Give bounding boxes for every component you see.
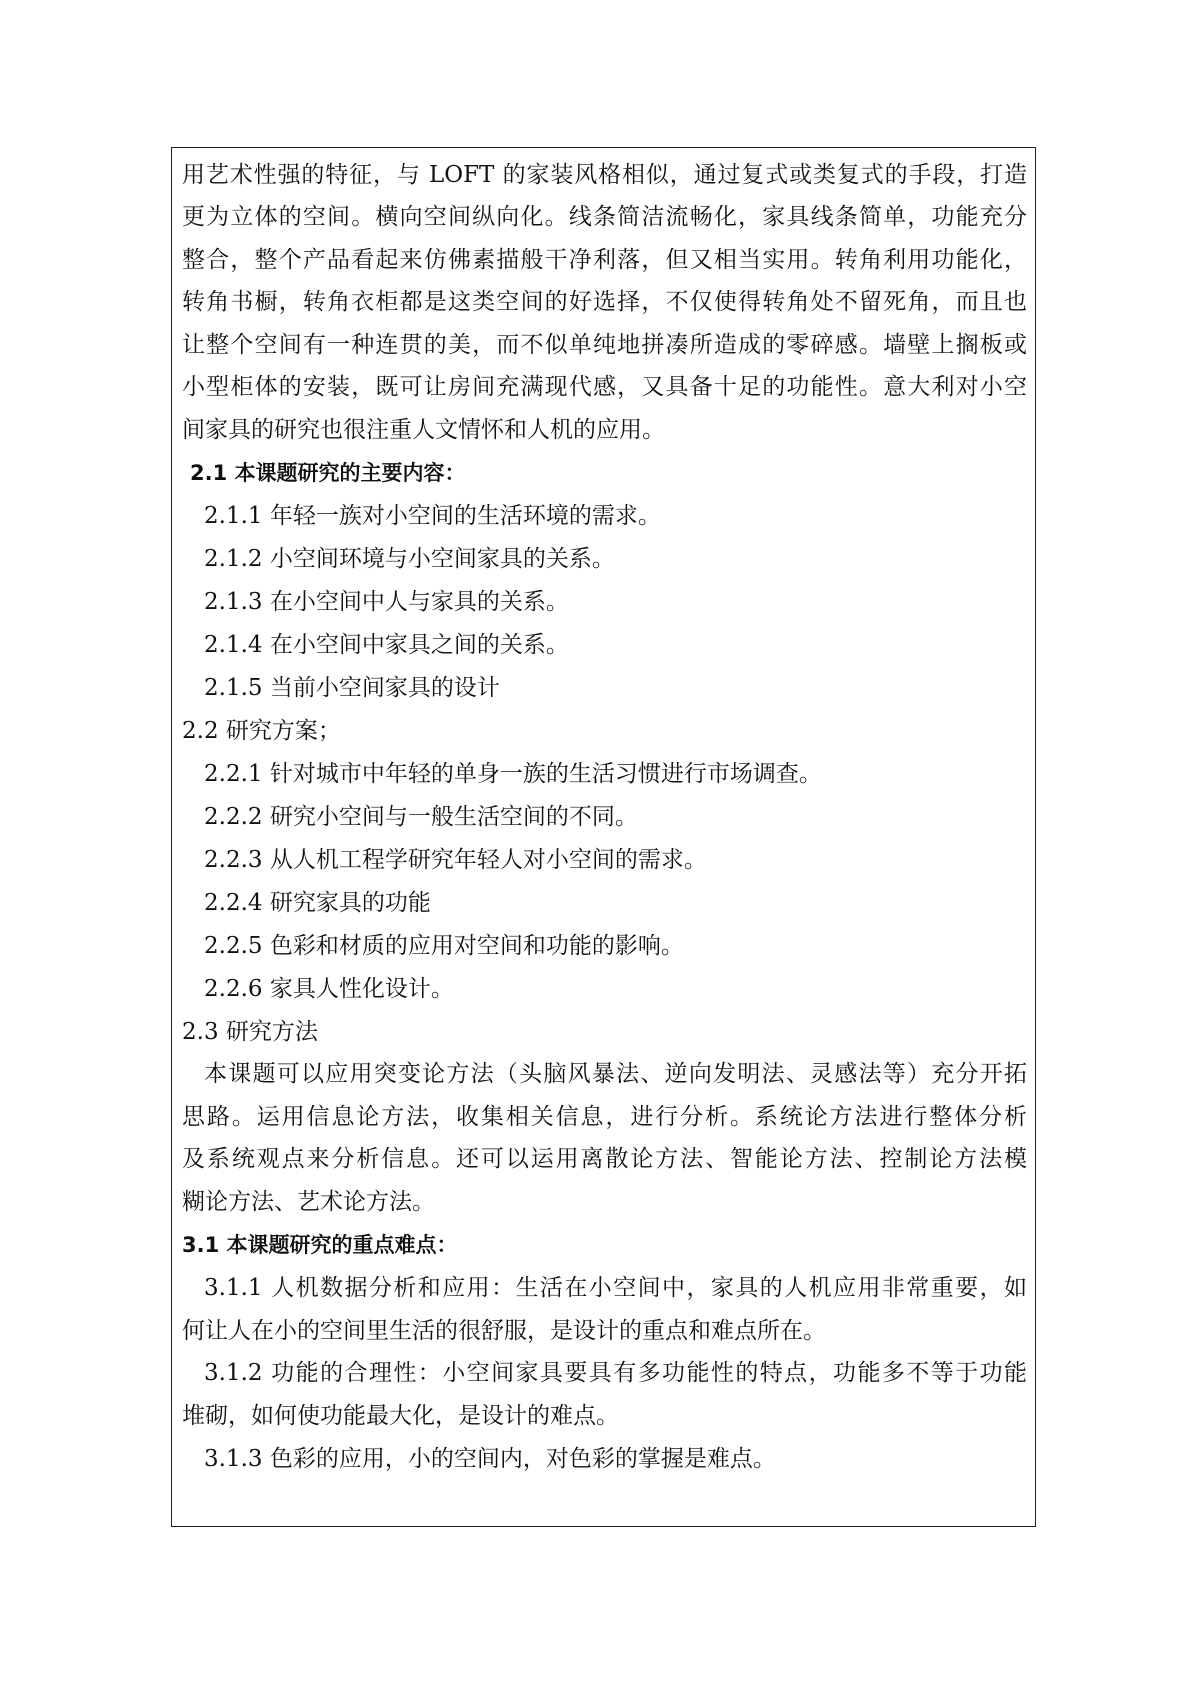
paragraph-line: 3.1.1 人机数据分析和应用：生活在小空间中，家具的人机应用非常重要，如 [204, 1275, 1027, 1301]
paragraph-line: 小型柜体的安装，既可让房间充满现代感，又具备十足的功能性。意大利对小空 [182, 374, 1027, 400]
list-item: 2.2.5 色彩和材质的应用对空间和功能的影响。 [204, 933, 684, 959]
paragraph-line: 更为立体的空间。横向空间纵向化。线条简洁流畅化，家具线条简单，功能充分 [182, 204, 1027, 230]
section-heading-2-2: 2.2 研究方案； [182, 718, 341, 744]
list-item: 3.1.3 色彩的应用，小的空间内，对色彩的掌握是难点。 [204, 1446, 776, 1472]
list-item: 2.2.6 家具人性化设计。 [204, 976, 454, 1002]
section-heading-2-3: 2.3 研究方法 [182, 1019, 318, 1045]
paragraph-line: 本课题可以应用突变论方法（头脑风暴法、逆向发明法、灵感法等）充分开拓 [204, 1061, 1027, 1087]
paragraph-line: 让整个空间有一种连贯的美，而不似单纯地拼凑所造成的零碎感。墙壁上搁板或 [182, 332, 1027, 358]
list-item: 2.1.2 小空间环境与小空间家具的关系。 [204, 546, 615, 572]
list-item: 2.2.3 从人机工程学研究年轻人对小空间的需求。 [204, 847, 707, 873]
section-heading-2-1: 2.1 本课题研究的主要内容： [190, 461, 466, 485]
paragraph-line: 3.1.2 功能的合理性：小空间家具要具有多功能性的特点，功能多不等于功能 [204, 1360, 1027, 1386]
list-item: 2.2.4 研究家具的功能 [204, 890, 431, 916]
list-item: 2.1.4 在小空间中家具之间的关系。 [204, 632, 569, 658]
paragraph-line: 整合，整个产品看起来仿佛素描般干净利落，但又相当实用。转角利用功能化， [182, 247, 1027, 273]
paragraph-line: 间家具的研究也很注重人文情怀和人机的应用。 [182, 417, 665, 443]
paragraph-line: 思路。运用信息论方法，收集相关信息，进行分析。系统论方法进行整体分析 [182, 1104, 1027, 1130]
paragraph-line: 堆砌，如何使功能最大化，是设计的难点。 [182, 1403, 619, 1429]
list-item: 2.1.5 当前小空间家具的设计 [204, 675, 500, 701]
paragraph-line: 何让人在小的空间里生活的很舒服，是设计的重点和难点所在。 [182, 1318, 826, 1344]
paragraph-line: 糊论方法、艺术论方法。 [182, 1189, 435, 1215]
list-item: 2.1.1 年轻一族对小空间的生活环境的需求。 [204, 503, 661, 529]
section-heading-3-1: 3.1 本课题研究的重点难点： [182, 1233, 458, 1257]
paragraph-line: 转角书橱，转角衣柜都是这类空间的好选择，不仅使得转角处不留死角，而且也 [182, 289, 1027, 315]
list-item: 2.1.3 在小空间中人与家具的关系。 [204, 589, 569, 615]
paragraph-line: 用艺术性强的特征，与 LOFT 的家装风格相似，通过复式或类复式的手段，打造 [182, 162, 1027, 188]
list-item: 2.2.1 针对城市中年轻的单身一族的生活习惯进行市场调查。 [204, 761, 822, 787]
paragraph-line: 及系统观点来分析信息。还可以运用离散论方法、智能论方法、控制论方法模 [182, 1146, 1027, 1172]
list-item: 2.2.2 研究小空间与一般生活空间的不同。 [204, 804, 638, 830]
